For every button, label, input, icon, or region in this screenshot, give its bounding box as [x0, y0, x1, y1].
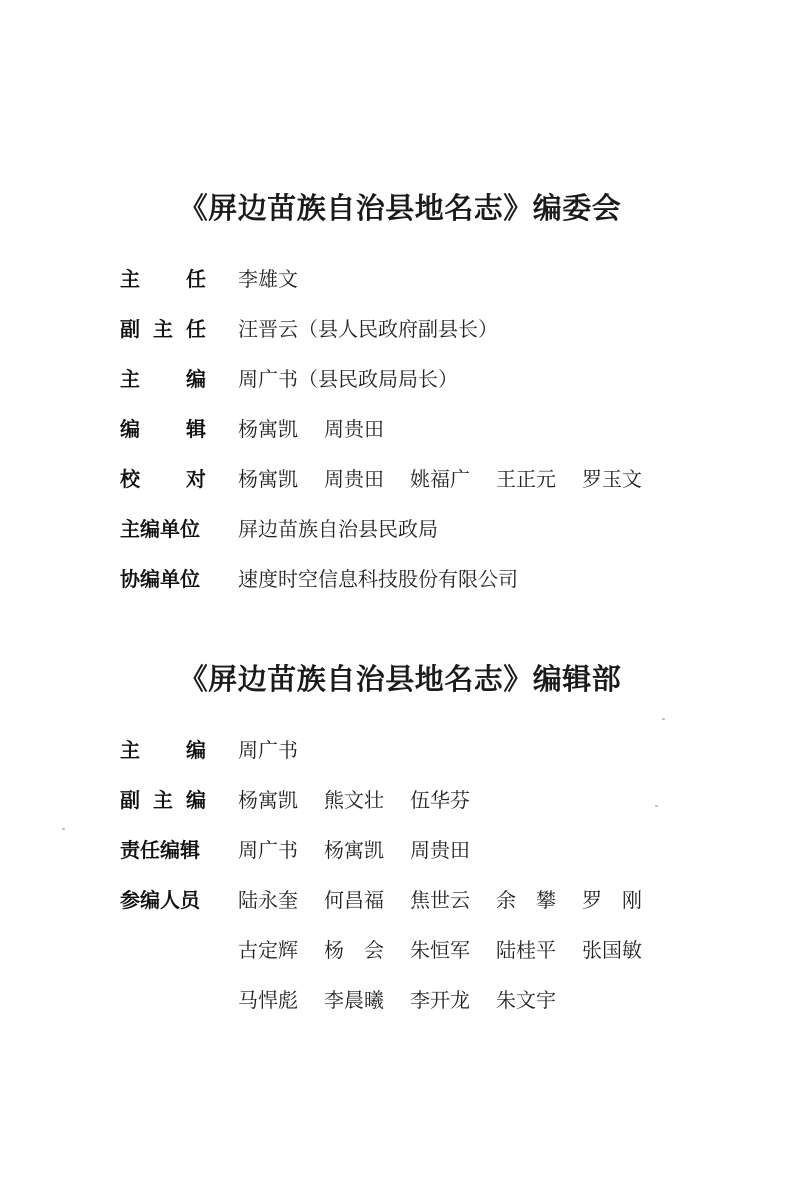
role-label-char: 主 [120, 737, 140, 762]
role-label [120, 734, 206, 763]
names-list [238, 413, 410, 442]
person-name: 古定辉 [238, 937, 298, 962]
role-label-char: 编 [186, 787, 206, 812]
role-label-char: 主 [120, 266, 140, 291]
credit-row [120, 262, 298, 292]
role-label [120, 363, 206, 392]
person-name: 李雄文 [238, 266, 298, 291]
person-name: 李开龙 [410, 987, 470, 1012]
person-name: 马悍彪 [238, 987, 298, 1012]
credit-row [120, 833, 496, 863]
person-name: 杨寓凯 [324, 837, 384, 862]
person-name: 余 攀 [496, 887, 556, 912]
names-list [238, 513, 438, 542]
role-label-char: 副 [120, 316, 140, 341]
person-name: 速度时空信息科技股份有限公司 [238, 566, 518, 591]
person-name: 伍华芬 [410, 787, 470, 812]
person-name: 朱文宇 [496, 987, 556, 1012]
role-label [120, 263, 206, 292]
credit-row [120, 462, 668, 492]
credit-row [120, 933, 668, 963]
role-label [120, 463, 206, 492]
role-label-char: 对 [186, 466, 206, 491]
person-name: 杨 会 [324, 937, 384, 962]
role-label-char: 副 [120, 787, 140, 812]
role-label-char: 主编单位 [120, 516, 200, 541]
person-name: 罗玉文 [582, 466, 642, 491]
person-name: 陆永奎 [238, 887, 298, 912]
person-name: 王正元 [496, 466, 556, 491]
person-name: 杨寓凯 [238, 787, 298, 812]
credit-row [120, 362, 458, 392]
role-label [120, 784, 206, 813]
person-name: 罗 刚 [582, 887, 642, 912]
editorial-title: 《屏边苗族自治县地名志》编辑部 [178, 662, 622, 696]
person-name: 何昌福 [324, 887, 384, 912]
role-label-char: 编 [120, 416, 140, 441]
role-label-char: 主 [153, 787, 173, 812]
person-name: 李晨曦 [324, 987, 384, 1012]
person-name: 陆桂平 [496, 937, 556, 962]
scan-speck [62, 828, 65, 830]
role-label-char: 责任编辑 [120, 837, 200, 862]
role-label [120, 313, 206, 342]
role-label-char: 任 [186, 316, 206, 341]
names-list [238, 463, 668, 492]
person-name: 周广书 [238, 837, 298, 862]
names-list [238, 313, 498, 342]
role-label-char: 编 [186, 737, 206, 762]
person-name: 周广书 [238, 737, 298, 762]
person-name: 周贵田 [324, 466, 384, 491]
role-label-char: 校 [120, 466, 140, 491]
person-name: 姚福广 [410, 466, 470, 491]
scan-speck [662, 718, 665, 720]
person-name: 焦世云 [410, 887, 470, 912]
credit-row [120, 983, 582, 1013]
person-name: 杨寓凯 [238, 466, 298, 491]
names-list [238, 884, 668, 913]
person-name: 周贵田 [410, 837, 470, 862]
names-list [238, 834, 496, 863]
scan-speck [655, 805, 658, 807]
names-list [238, 734, 298, 763]
credit-row [120, 412, 410, 442]
role-label-char: 协编单位 [120, 566, 200, 591]
role-label-char: 主 [153, 316, 173, 341]
credit-row [120, 512, 438, 542]
person-name: 屏边苗族自治县民政局 [238, 516, 438, 541]
role-label-char: 参编人员 [120, 887, 200, 912]
role-label [120, 563, 206, 592]
role-label [120, 413, 206, 442]
credit-row [120, 883, 668, 913]
person-name: 熊文壮 [324, 787, 384, 812]
person-name: 张国敏 [582, 937, 642, 962]
credit-row [120, 312, 498, 342]
role-label-char: 任 [186, 266, 206, 291]
role-label-char: 主 [120, 366, 140, 391]
person-name: 杨寓凯 [238, 416, 298, 441]
names-list [238, 363, 458, 392]
committee-title: 《屏边苗族自治县地名志》编委会 [178, 191, 622, 225]
credit-row [120, 562, 518, 592]
names-list [238, 784, 496, 813]
role-label [120, 513, 206, 542]
person-name: 汪晋云（县人民政府副县长） [238, 316, 498, 341]
credit-row [120, 733, 298, 763]
person-name: 朱恒军 [410, 937, 470, 962]
role-label [120, 834, 206, 863]
person-name: 周贵田 [324, 416, 384, 441]
names-list [238, 563, 518, 592]
names-list [238, 934, 668, 963]
role-label-char: 编 [186, 366, 206, 391]
names-list [238, 263, 298, 292]
role-label [120, 884, 206, 913]
credit-row [120, 783, 496, 813]
role-label-char: 辑 [186, 416, 206, 441]
names-list [238, 984, 582, 1013]
person-name: 周广书（县民政局局长） [238, 366, 458, 391]
